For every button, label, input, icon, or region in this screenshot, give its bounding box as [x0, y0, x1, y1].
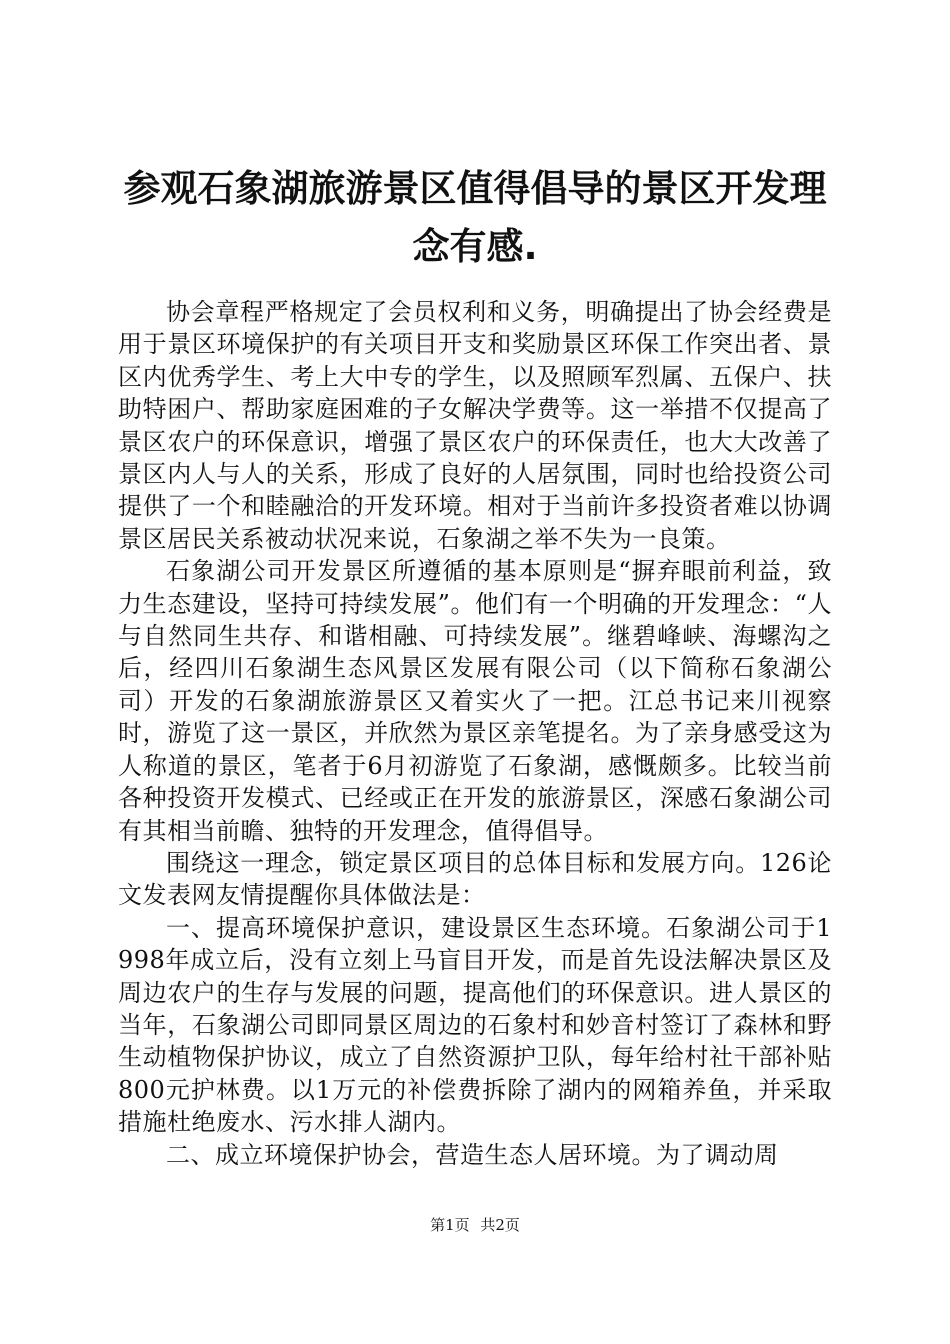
- page-total: 共2页: [480, 1216, 520, 1234]
- page-number: 第1页: [430, 1216, 470, 1234]
- paragraph-4: 一、提高环境保护意识，建设景区生态环境。石象湖公司于1998年成立后，没有立刻上马盲目开发，而是首先设法解决景区及周边农户的生存与发展的问题，提高他们的环保意识。进人景区的当年，石象湖公司即同景区周边的石象村和妙音村签订了森林和野生动植物保护协议，成立了自然资源护卫队，每年给村社干部补贴800元护林费。以1万元的补偿费拆除了湖内的网箱养鱼，并采取措施杜绝废水、污水排人湖内。: [118, 913, 832, 1137]
- paragraph-3: 围绕这一理念，锁定景区项目的总体目标和发展方向。126论文发表网友情提醒你具体做法是：: [118, 848, 832, 910]
- paragraph-2: 石象湖公司开发景区所遵循的基本原则是“摒弃眼前利益，致力生态建设，坚持可持续发展”。他们有一个明确的开发理念：“人与自然同生共存、和谐相融、可持续发展”。继碧峰峡、海螺沟之后，经四川石象湖生态风景区发展有限公司（以下简称石象湖公司）开发的石象湖旅游景区又着实火了一把。江总书记来川视察时，游览了这一景区，并欣然为景区亲笔提名。为了亲身感受这为人称道的景区，笔者于6月初游览了石象湖，感慨颇多。比较当前各种投资开发模式、已经或正在开发的旅游景区，深感石象湖公司有其相当前瞻、独特的开发理念，值得倡导。: [118, 557, 832, 845]
- document-title: 参观石象湖旅游景区值得倡导的景区开发理念有感.: [123, 167, 827, 268]
- document-body: [118, 296, 832, 1171]
- paragraph-5: 二、成立环境保护协会，营造生态人居环境。为了调动周: [166, 1140, 779, 1169]
- page-footer: [0, 1215, 950, 1235]
- paragraph-1: 协会章程严格规定了会员权利和义务，明确提出了协会经费是用于景区环境保护的有关项目开支和奖励景区环保工作突出者、景区内优秀学生、考上大中专的学生，以及照顾军烈属、五保户、扶助特困户、帮助家庭困难的子女解决学费等。这一举措不仅提高了景区农户的环保意识，增强了景区农户的环保责任，也大大改善了景区内人与人的关系，形成了良好的人居氛围，同时也给投资公司提供了一个和睦融洽的开发环境。相对于当前许多投资者难以协调景区居民关系被动状况来说，石象湖之举不失为一良策。: [118, 298, 832, 553]
